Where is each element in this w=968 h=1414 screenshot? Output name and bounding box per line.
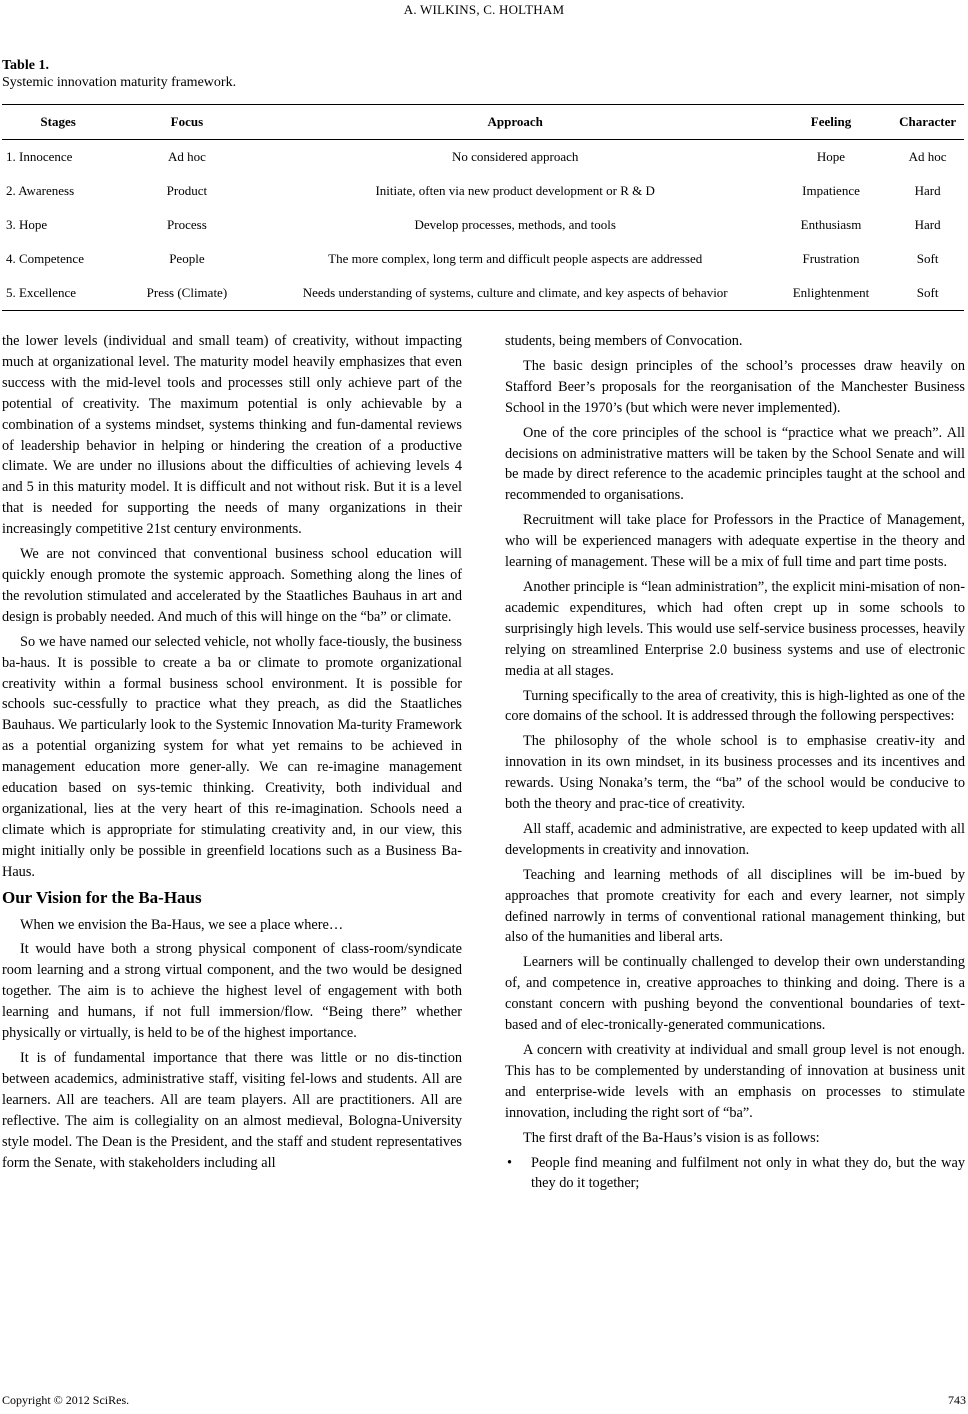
table-cell: Enthusiasm: [800, 217, 862, 232]
paragraph: We are not convinced that conventional business school education will quickly enough promote the systemic approach. Something along the lines of the revolution stimulated and accelerated by the Staatliches Bauhaus in art and design is probably needed. And much of this will hinge on the “ba” or climate.: [2, 546, 462, 625]
table-cell: People: [169, 251, 205, 266]
paragraph: Recruitment will take place for Professors in the Practice of Management, who will be experienced managers with adequate expertise in the theory and learning of management. These will be a mix of full time and part time posts.: [505, 512, 965, 571]
right-text-column: [505, 331, 965, 1194]
table-row: [2, 276, 964, 310]
paragraph: the lower levels (individual and small team) of creativity, without impacting much at organizational level. The maturity model heavily emphasizes that even success with the mid-level tools and processes still only achieve part of the potential of creativity. The maximum potential is only achievable by a combination of a systems mindset, systems thinking and fun-damental reviews of leadership behavior in helping or hindering the creation of a productive climate. We are under no illusions about the difficulties of achieving levels 4 and 5 in this maturity model. It is difficult and not without risk. But it is a level that is needed for supporting the needs of many organizations in their increasingly competitive 21st century environments.: [2, 333, 462, 538]
running-head: A. WILKINS, C. HOLTHAM: [403, 2, 565, 17]
paragraph: It would have both a strong physical component of class-room/syndicate room learning and a strong virtual component, and the two would be designed together. The aim is to achieve the highest level of engagement with both learning and humans, if not full immersion/flow. “Being there” whether physically or virtually, is held to be of the highest importance.: [2, 941, 462, 1042]
table-cell: 3. Hope: [6, 217, 48, 232]
paragraph: students, being members of Convocation.: [505, 333, 743, 349]
paragraph: It is of fundamental importance that there was little or no dis-tinction between academics, administrative staff, visiting fel-lows and students. All are learners. All are teachers. All are team players. All are practitioners. All are reflective. The aim is collegiality on an almost medieval, Bologna-University style model. The Dean is the President, and the staff and student representatives form the Senate, with stakeholders including all: [2, 1050, 462, 1171]
maturity-framework-table: [2, 104, 964, 311]
list-item: [505, 1153, 965, 1195]
table-cell: Soft: [916, 251, 939, 266]
page-number: 743: [948, 1393, 966, 1407]
paragraph: Another principle is “lean administration”, the explicit mini-misation of non-academic expenditures, which had often crept up in some schools to surprisingly high levels. This would use self-service business processes, heavily relying on streamlined Enterprise 2.0 business systems and use of electronic media at all stages.: [505, 578, 965, 679]
table-row: [2, 140, 964, 175]
table-cell: 1. Innocence: [6, 149, 73, 164]
table-cell: Needs understanding of systems, culture and climate, and key aspects of behavior: [302, 285, 728, 300]
table-cell: 2. Awareness: [6, 183, 75, 198]
table-cell: Ad hoc: [167, 149, 206, 164]
paragraph: So we have named our selected vehicle, not wholly face-tiously, the business ba-haus. It is possible to create a ba or climate to promote organizational creativity within a formal business school environment. It is possible for schools suc-cessfully to practice what they preach, as did the Staatliches Bauhaus. We particularly look to the Systemic Innovation Ma-turity Framework as a potential organizing system for what yet remains to be achieved in management education more gener-ally. We can re-imagine management education based on sys-temic thinking. Creativity, both individual and organizational, lies at the very heart of this re-imagination. Schools need a climate which is appropriate for stimulating creativity and, in our view, this might initially only be possible in greenfield locations such as a Business Ba-Haus.: [2, 633, 462, 880]
column-header-approach: Approach: [260, 105, 771, 140]
table-cell: Process: [167, 217, 207, 232]
table-cell: Hard: [914, 183, 941, 198]
column-header-stages: Stages: [2, 105, 114, 140]
list-item-text: People find meaning and fulfilment not only in what they do, but the way they do it together;: [531, 1154, 965, 1192]
paragraph: Learners will be continually challenged to develop their own understanding of, and competence in, creative approaches to thinking and doing. There is a constant concern with pushing beyond the conventional boundaries of text-based and of elec-tronically-generated communications.: [505, 954, 965, 1034]
paragraph: The first draft of the Ba-Haus’s vision is as follows:: [523, 1129, 820, 1146]
copyright-notice: Copyright © 2012 SciRes.: [2, 1393, 130, 1407]
paragraph: The philosophy of the whole school is to emphasise creativ-ity and innovation in its own mindset, in its business processes and its incentives and rewards. Using Nonaka’s term, the “ba” of the school would be conducive to both the theory and prac-tice of creativity.: [505, 733, 965, 813]
column-header-focus: Focus: [114, 105, 259, 140]
table-cell: Hope: [816, 149, 846, 164]
paragraph: When we envision the Ba-Haus, we see a place where…: [20, 916, 344, 933]
section-heading: Our Vision for the Ba-Haus: [2, 887, 202, 907]
bullet-icon: •: [507, 1154, 513, 1171]
table-caption: [2, 57, 236, 91]
paragraph: A concern with creativity at individual and small group level is not enough. This has to be complemented by understanding of innovation at business unit and enterprise-wide levels with an emphasis on processes to stimulate innovation, including the right sort of “ba”.: [505, 1042, 965, 1121]
column-header-character: Character: [891, 105, 964, 140]
table-row: [2, 242, 964, 276]
paragraph: All staff, academic and administrative, are expected to keep updated with all developments in creativity and innovation.: [505, 820, 965, 858]
table-cell: Enlightenment: [792, 285, 870, 300]
column-header-feeling: Feeling: [771, 105, 892, 140]
paragraph: One of the core principles of the school is “practice what we preach”. All decisions on administrative matters will be taken by the School Senate and will be made by direct reference to the academic principles taught at the school and recommended to organisations.: [505, 424, 965, 504]
paragraph: The basic design principles of the school’s processes draw heavily on Stafford Beer’s proposals for the reorganisation of the Manchester Business School in the 1970’s (but which were never implemented).: [505, 357, 965, 416]
table-cell: Frustration: [802, 251, 860, 266]
table-cell: Impatience: [802, 183, 860, 198]
table-cell: Develop processes, methods, and tools: [414, 217, 616, 232]
table-cell: Hard: [914, 217, 941, 232]
table-label: Table 1.: [2, 58, 49, 73]
table-cell: No considered approach: [452, 149, 579, 164]
table-cell: Ad hoc: [908, 149, 947, 164]
table-cell: Product: [166, 183, 208, 198]
table-title: Systemic innovation maturity framework.: [2, 75, 237, 90]
table-cell: Initiate, often via new product development or R & D: [375, 183, 655, 198]
paragraph: Turning specifically to the area of creativity, this is high-lighted as one of the core domains of the school. It is addressed through the following perspectives:: [505, 687, 965, 725]
table-cell: 5. Excellence: [6, 285, 77, 300]
table-cell: 4. Competence: [6, 251, 84, 266]
table-cell: Press (Climate): [146, 285, 228, 300]
left-text-column: [2, 331, 462, 1177]
vision-list: [505, 1153, 965, 1195]
table-row: [2, 174, 964, 208]
table-row: [2, 208, 964, 242]
table-cell: Soft: [916, 285, 939, 300]
paragraph: Teaching and learning methods of all disciplines will be im-bued by approaches that promote creativity for each and every learner, not simply defined narrowly in terms of conventional rational management thinking, but also of the humanities and liberal arts.: [505, 866, 965, 946]
table-cell: The more complex, long term and difficult people aspects are addressed: [328, 251, 703, 266]
table-header-row: [2, 105, 964, 140]
